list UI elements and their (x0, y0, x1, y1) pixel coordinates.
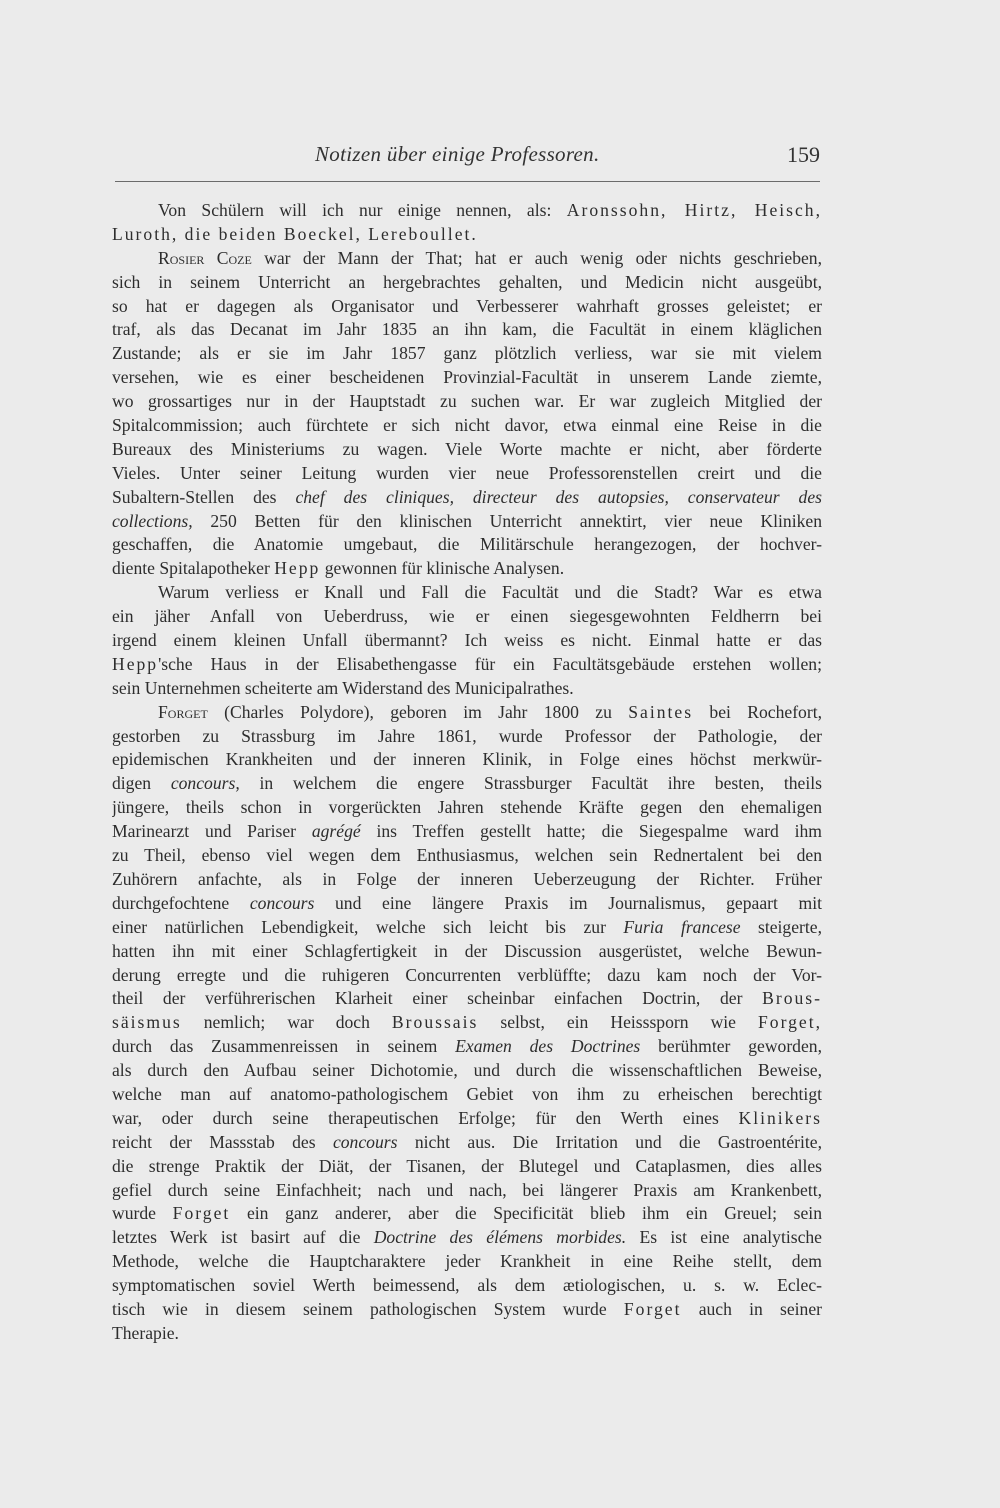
text-line (112, 486, 822, 510)
text-segment: als durch den Aufbau seiner Dichotomie, und durch die wissenschaftlichen Beweise, (112, 1060, 822, 1081)
text-line (112, 1035, 822, 1059)
text-segment: nicht aus. Die Irritation und die Gastroentérite, (397, 1131, 822, 1152)
text-segment: Saintes (628, 701, 694, 722)
text-line (112, 1107, 822, 1131)
text-line (112, 318, 822, 342)
text-line (112, 868, 822, 892)
text-segment: war der Mann der That; hat er auch wenig oder nichts geschrieben, (251, 247, 822, 268)
text-line (112, 510, 822, 534)
text-line (112, 247, 822, 271)
text-segment: Von Schülern will ich nur einige nennen, als: (158, 200, 567, 220)
text-segment: Marinearzt und Pariser (112, 821, 312, 842)
text-segment: epidemischen Krankheiten und der inneren Klinik, in Folge eines höchst merkwür- (112, 749, 822, 770)
text-segment: collections, (112, 510, 193, 531)
text-segment: und eine längere Praxis im Journalismus, gepaart mit (314, 892, 822, 913)
text-line (112, 438, 822, 462)
text-segment: einer natürlichen Lebendigkeit, welche sich leicht bis zur (112, 916, 624, 937)
text-line (112, 366, 822, 390)
text-segment: Klinikers (738, 1107, 822, 1128)
body-text (112, 199, 822, 1346)
text-segment: concours (249, 892, 315, 913)
text-line (112, 390, 822, 414)
text-line (112, 940, 822, 964)
text-line (112, 701, 822, 725)
text-segment: gefiel durch seine Einfachheit; nach und nach, bei längerer Praxis am Krankenbett, (112, 1179, 822, 1200)
text-segment: steigerte, (740, 916, 822, 937)
text-segment: Zustande; als er sie im Jahr 1857 ganz plötzlich verliess, war sie mit vielem (112, 343, 822, 364)
text-segment: Examen des Doctrines (455, 1036, 641, 1057)
text-segment: ins Treffen gestellt hatte; die Siegespalme ward ihm (360, 821, 822, 842)
text-segment: zu Theil, ebenso viel wegen dem Enthusiasmus, welchen sein Rednertalent bei den (112, 845, 822, 866)
text-segment: irgend einem kleinen Unfall übermannt? Ich weiss es nicht. Einmal hatte er das (112, 630, 822, 651)
page-header (115, 142, 820, 178)
text-segment: symptomatischen soviel Werth beimessend, als dem ætiologischen, u. s. w. Eclec- (112, 1275, 822, 1296)
text-line (112, 820, 822, 844)
text-segment: Vieles. Unter seiner Leitung wurden vier neue Professorenstellen creirt und die (112, 462, 822, 483)
text-line (112, 1155, 822, 1179)
text-line (112, 605, 822, 629)
text-line (112, 844, 822, 868)
text-segment: Subaltern-Stellen des (112, 486, 296, 507)
text-line (112, 964, 822, 988)
text-segment: Forget (623, 1298, 682, 1319)
header-rule (115, 181, 820, 182)
text-line (112, 629, 822, 653)
text-segment: versehen, wie es einer bescheidenen Provinzial-Facultät in unserem Lande ziemte, (112, 367, 822, 388)
text-segment: in welchem die engere Strassburger Facultät ihre besten, theils (239, 773, 822, 794)
text-segment: geschaffen, die Anatomie umgebaut, die Militärschule herangezogen, der hochver- (112, 534, 822, 555)
text-segment: Doctrine des élémens morbides. (373, 1227, 627, 1248)
text-segment: derung erregte und die ruhigeren Concurrenten verblüffte; dazu kam noch der Vor- (112, 964, 822, 985)
text-segment: durchgefochtene (112, 892, 250, 913)
text-segment: wo grossartiges nur in der Hauptstadt zu suchen war. Er war zugleich Mitglied der (112, 391, 822, 412)
text-segment: wurde (112, 1203, 173, 1224)
text-segment: Luroth, die beiden Boeckel, Lereboullet. (112, 223, 478, 244)
text-segment: sich in seinem Unterricht an hergebrachtes gehalten, und Medicin nicht ausgeübt, (112, 271, 822, 292)
text-segment: gewonnen für klinische Analysen. (320, 558, 565, 579)
text-segment: Bureaux des Ministeriums zu wagen. Viele Worte machte er nicht, aber förderte (112, 438, 822, 459)
text-line (112, 1226, 822, 1250)
text-segment: sein Unternehmen scheiterte am Widerstand des Municipalrathes. (112, 677, 574, 698)
text-segment: Therapie. (112, 1322, 179, 1343)
text-segment: Hepp (274, 558, 321, 579)
text-segment: jüngere, theils schon in vorgerückten Jahren stehende Kräfte gegen den ehemaligen (112, 797, 822, 818)
text-line (112, 1322, 822, 1346)
text-segment: hatten ihn mit einer Schlagfertigkeit in der Discussion ausgerüstet, welche Bewun- (112, 940, 822, 961)
text-segment: die strenge Praktik der Diät, der Tisanen, der Blutegel und Cataplasmen, dies alles (112, 1155, 822, 1176)
text-line (112, 748, 822, 772)
text-segment: ein ganz anderer, aber die Specificität blieb ihm ein Greuel; sein (230, 1203, 822, 1224)
text-segment: bei Rochefort, (693, 701, 822, 722)
text-line (112, 271, 822, 295)
text-line (112, 533, 822, 557)
text-segment: durch das Zusammenreissen in seinem (112, 1036, 456, 1057)
text-segment: Spitalcommission; auch fürchtete er sich nicht davor, etwa einmal eine Reise in die (112, 415, 822, 436)
text-segment: concours, (170, 773, 240, 794)
text-line (112, 1131, 822, 1155)
text-segment: war, oder durch seine therapeutischen Erfolge; für den Werth eines (112, 1107, 739, 1128)
text-segment: concours (332, 1131, 398, 1152)
text-segment: berühmter geworden, (640, 1036, 822, 1057)
text-line (112, 1011, 822, 1035)
text-line (112, 653, 822, 677)
text-segment: welche man auf anatomo-pathologischem Gebiet von ihm zu erheischen berechtigt (112, 1083, 822, 1104)
text-segment: diente Spitalapotheker (112, 558, 275, 579)
text-segment: Es ist eine analytische (626, 1227, 822, 1248)
text-line (112, 223, 822, 247)
text-segment: ein jäher Anfall von Ueberdruss, wie er einen siegesgewohnten Feldherrn bei (112, 606, 822, 627)
text-line (112, 1298, 822, 1322)
text-segment: so hat er dagegen als Organisator und Verbesserer wahrhaft grosses geleistet; er (112, 295, 822, 316)
text-line (112, 557, 822, 581)
text-line (112, 1179, 822, 1203)
text-segment: Aronssohn, Hirtz, Heisch, (566, 200, 822, 220)
text-segment: traf, als das Decanat im Jahr 1835 an ihn kam, die Facultät in einem kläglichen (112, 319, 822, 340)
text-line (112, 772, 822, 796)
text-segment: (Charles Polydore), geboren im Jahr 1800 zu (207, 701, 629, 722)
text-line (112, 414, 822, 438)
text-line (112, 677, 822, 701)
text-segment: Forget, (757, 1012, 822, 1033)
text-line (112, 199, 822, 223)
text-line (112, 342, 822, 366)
text-line (112, 1202, 822, 1226)
text-segment: digen (112, 773, 171, 794)
page-number: 159 (787, 142, 820, 167)
text-segment: Zuhörern anfachte, als in Folge der inneren Ueberzeugung der Richter. Früher (112, 868, 822, 889)
text-segment: Brous- (762, 988, 822, 1009)
text-segment: gestorben zu Strassburg im Jahre 1861, wurde Professor der Pathologie, der (112, 725, 822, 746)
text-segment: auch in seiner (681, 1298, 822, 1319)
text-segment: 'sche Haus in der Elisabethengasse für ein Facultätsgebäude erstehen wollen; (158, 653, 822, 674)
text-line (112, 581, 822, 605)
text-segment: Forget (172, 1203, 231, 1224)
text-line (112, 892, 822, 916)
text-segment: Rosier Coze (158, 247, 252, 268)
text-segment: letztes Werk ist basirt auf die (112, 1227, 374, 1248)
text-line (112, 1083, 822, 1107)
text-line (112, 1059, 822, 1083)
text-line (112, 295, 822, 319)
text-segment: Furia francese (623, 916, 741, 937)
running-title: Notizen über einige Professoren. (315, 142, 600, 166)
text-segment: tisch wie in diesem seinem pathologischen System wurde (112, 1298, 624, 1319)
text-segment: reicht der Massstab des (112, 1131, 333, 1152)
text-segment: agrégé (311, 821, 361, 842)
text-line (112, 462, 822, 486)
text-segment: nemlich; war doch (181, 1012, 392, 1033)
text-segment: theil der verführerischen Klarheit einer scheinbar einfachen Doctrin, der (112, 988, 763, 1009)
text-line (112, 916, 822, 940)
text-line (112, 987, 822, 1011)
text-segment: selbst, ein Heisssporn wie (478, 1012, 758, 1033)
text-segment: Forget (158, 701, 208, 722)
text-segment: Hepp (112, 653, 159, 674)
text-segment: säismus (112, 1012, 182, 1033)
text-line (112, 1274, 822, 1298)
text-segment: Methode, welche die Hauptcharaktere jeder Krankheit in eine Reihe stellt, dem (112, 1251, 822, 1272)
text-segment: Warum verliess er Knall und Fall die Facultät und die Stadt? War es etwa (158, 582, 822, 603)
text-segment: chef des cliniques, directeur des autopsies, conservateur des (295, 486, 822, 507)
text-segment: 250 Betten für den klinischen Unterricht annektirt, vier neue Kliniken (192, 510, 822, 531)
text-line (112, 796, 822, 820)
text-line (112, 725, 822, 749)
text-segment: Broussais (391, 1012, 479, 1033)
text-line (112, 1250, 822, 1274)
